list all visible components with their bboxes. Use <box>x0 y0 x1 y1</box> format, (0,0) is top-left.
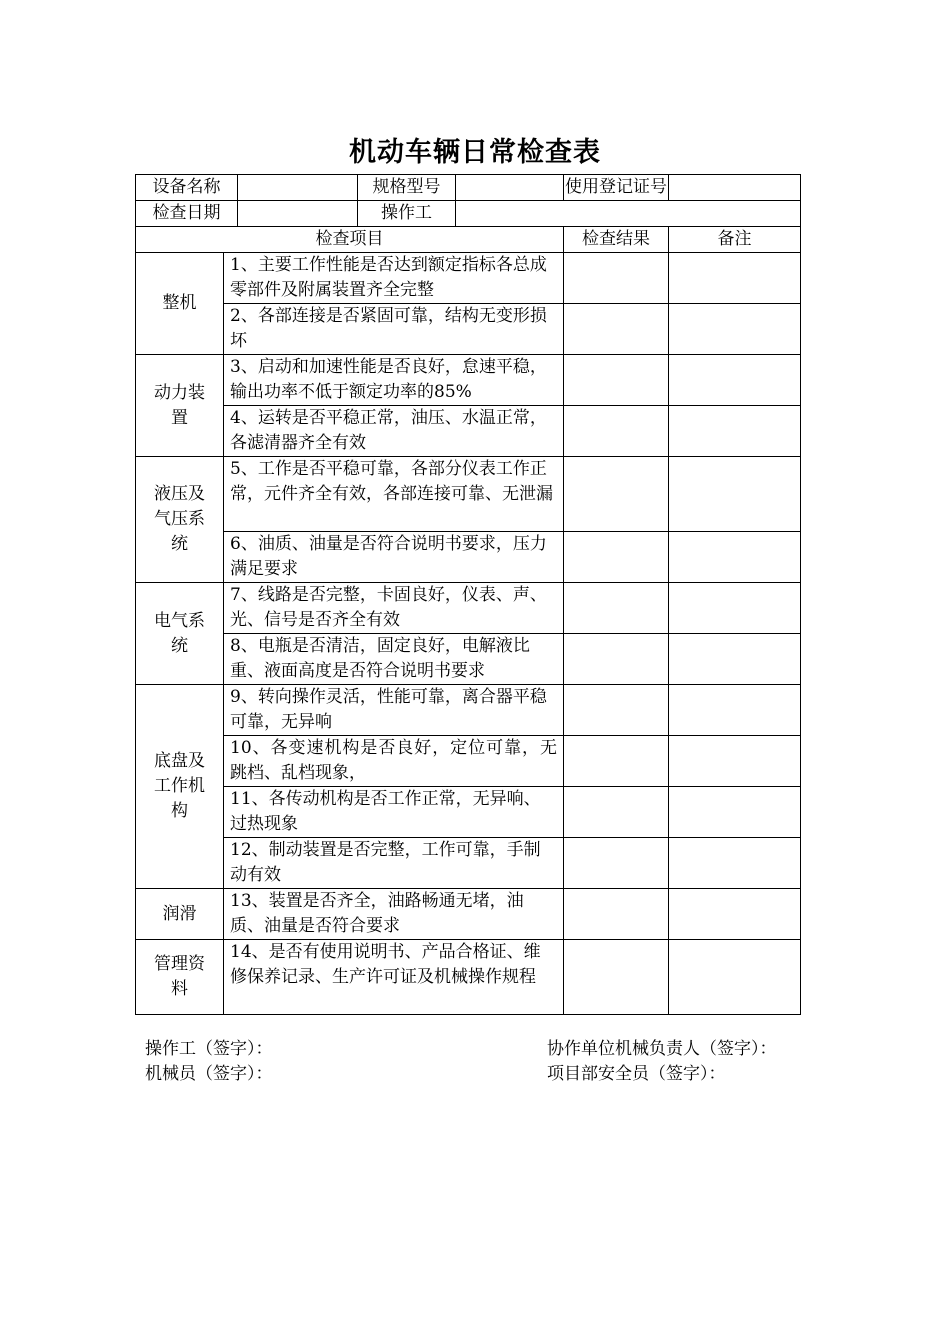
mechanic-signature-label: 机械员（签字）： <box>145 1064 273 1084</box>
operator-field[interactable] <box>456 201 801 227</box>
result-cell[interactable] <box>564 406 669 457</box>
col-result-header: 检查结果 <box>564 227 669 253</box>
category-cell: 管理资料 <box>136 940 224 1015</box>
table-row <box>136 634 801 685</box>
item-cell: 2、各部连接是否紧固可靠，结构无变形损坏 <box>224 304 564 355</box>
column-header-row <box>136 227 801 253</box>
category-cell: 整机 <box>136 253 224 355</box>
remark-cell[interactable] <box>669 838 801 889</box>
item-cell: 7、线路是否完整，卡固良好，仪表、声、光、信号是否齐全有效 <box>224 583 564 634</box>
remark-cell[interactable] <box>669 940 801 1015</box>
remark-cell[interactable] <box>669 253 801 304</box>
result-cell[interactable] <box>564 940 669 1015</box>
table-row <box>136 889 801 940</box>
operator-signature-label: 操作工（签字）： <box>145 1039 273 1059</box>
item-cell: 13、装置是否齐全，油路畅通无堵，油质、油量是否符合要求 <box>224 889 564 940</box>
result-cell[interactable] <box>564 838 669 889</box>
col-item-header: 检查项目 <box>136 227 564 253</box>
model-field[interactable] <box>456 175 564 201</box>
remark-cell[interactable] <box>669 406 801 457</box>
table-row <box>136 406 801 457</box>
result-cell[interactable] <box>564 736 669 787</box>
remark-cell[interactable] <box>669 634 801 685</box>
model-label: 规格型号 <box>358 175 456 201</box>
item-cell: 12、制动装置是否完整，工作可靠，手制动有效 <box>224 838 564 889</box>
item-cell: 4、运转是否平稳正常，油压、水温正常，各滤清器齐全有效 <box>224 406 564 457</box>
remark-cell[interactable] <box>669 304 801 355</box>
item-cell: 11、各传动机构是否工作正常，无异响、过热现象 <box>224 787 564 838</box>
col-remark-header: 备注 <box>669 227 801 253</box>
safety-officer-signature-label: 项目部安全员（签字）： <box>547 1064 726 1084</box>
table-row <box>136 838 801 889</box>
result-cell[interactable] <box>564 583 669 634</box>
remark-cell[interactable] <box>669 532 801 583</box>
table-row <box>136 532 801 583</box>
category-cell: 底盘及工作机构 <box>136 685 224 889</box>
item-cell: 3、启动和加速性能是否良好，怠速平稳，输出功率不低于额定功率的85% <box>224 355 564 406</box>
result-cell[interactable] <box>564 889 669 940</box>
table-row <box>136 685 801 736</box>
result-cell[interactable] <box>564 685 669 736</box>
table-row <box>136 355 801 406</box>
item-cell: 6、油质、油量是否符合说明书要求，压力满足要求 <box>224 532 564 583</box>
result-cell[interactable] <box>564 532 669 583</box>
result-cell[interactable] <box>564 253 669 304</box>
table-row <box>136 736 801 787</box>
inspection-table <box>135 174 801 1015</box>
remark-cell[interactable] <box>669 736 801 787</box>
check-date-label: 检查日期 <box>136 201 238 227</box>
result-cell[interactable] <box>564 355 669 406</box>
header-row-1 <box>136 175 801 201</box>
item-cell: 10、各变速机构是否良好，定位可靠，无跳档、乱档现象， <box>224 736 564 787</box>
table-row <box>136 583 801 634</box>
result-cell[interactable] <box>564 787 669 838</box>
registration-field[interactable] <box>669 175 801 201</box>
page-title: 机动车辆日常检查表 <box>349 137 601 168</box>
category-cell: 动力装置 <box>136 355 224 457</box>
table-row <box>136 304 801 355</box>
table-row <box>136 940 801 1015</box>
result-cell[interactable] <box>564 304 669 355</box>
table-row <box>136 787 801 838</box>
item-cell: 1、主要工作性能是否达到额定指标各总成零部件及附属装置齐全完整 <box>224 253 564 304</box>
remark-cell[interactable] <box>669 685 801 736</box>
partner-manager-signature-label: 协作单位机械负责人（签字）： <box>547 1039 777 1059</box>
remark-cell[interactable] <box>669 355 801 406</box>
remark-cell[interactable] <box>669 457 801 532</box>
item-cell: 14、是否有使用说明书、产品合格证、维修保养记录、生产许可证及机械操作规程 <box>224 940 564 1015</box>
item-cell: 8、电瓶是否清洁，固定良好，电解液比重、液面高度是否符合说明书要求 <box>224 634 564 685</box>
registration-label: 使用登记证号 <box>564 175 669 201</box>
remark-cell[interactable] <box>669 583 801 634</box>
item-cell: 5、工作是否平稳可靠，各部分仪表工作正常，元件齐全有效，各部连接可靠、无泄漏 <box>224 457 564 532</box>
equipment-name-field[interactable] <box>238 175 358 201</box>
table-row <box>136 457 801 532</box>
category-cell: 液压及气压系统 <box>136 457 224 583</box>
equipment-name-label: 设备名称 <box>136 175 238 201</box>
result-cell[interactable] <box>564 457 669 532</box>
category-cell: 润滑 <box>136 889 224 940</box>
remark-cell[interactable] <box>669 889 801 940</box>
category-cell: 电气系统 <box>136 583 224 685</box>
table-row <box>136 253 801 304</box>
item-cell: 9、转向操作灵活，性能可靠，离合器平稳可靠，无异响 <box>224 685 564 736</box>
operator-label: 操作工 <box>358 201 456 227</box>
check-date-field[interactable] <box>238 201 358 227</box>
remark-cell[interactable] <box>669 787 801 838</box>
result-cell[interactable] <box>564 634 669 685</box>
header-row-2 <box>136 201 801 227</box>
